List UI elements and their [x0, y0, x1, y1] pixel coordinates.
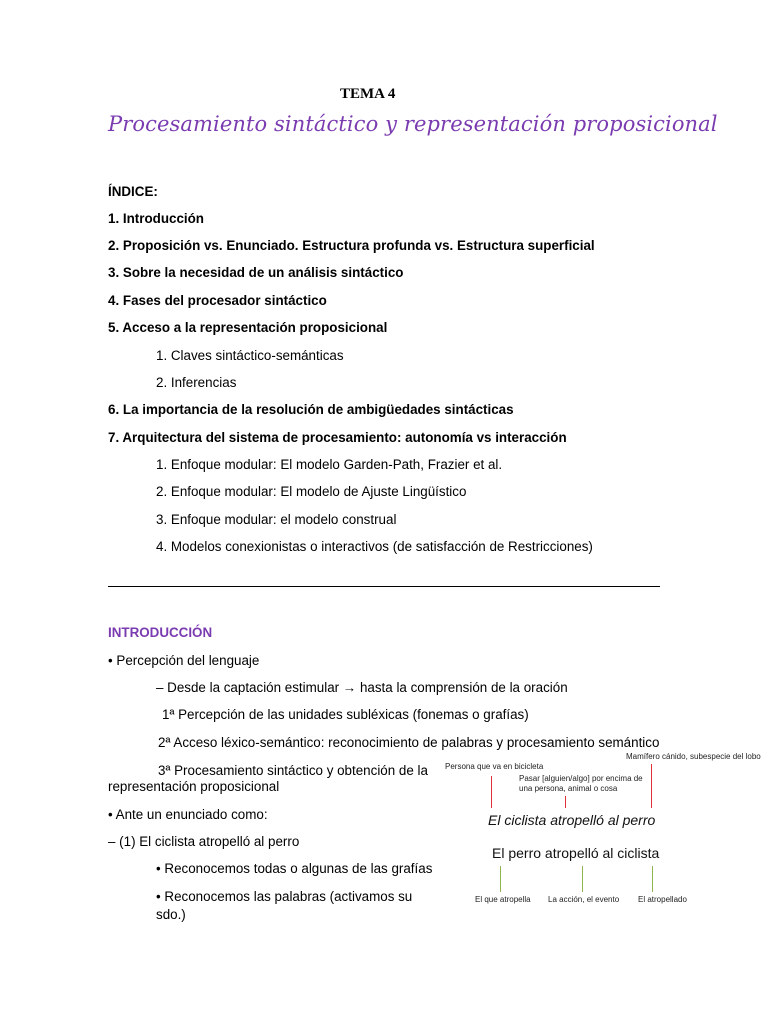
- stage-line: 3ª Procesamiento sintáctico y obtención de la: [158, 763, 428, 778]
- index-item: 5. Acceso a la representación proposicional: [108, 320, 388, 335]
- arrow-green-accion: [582, 866, 583, 892]
- bullet-line: • Ante un enunciado como:: [108, 807, 268, 822]
- index-item: 6. La importancia de la resolución de ambigüedades sintácticas: [108, 402, 514, 417]
- arrow-red-atropello: [565, 796, 566, 808]
- arrow-right-icon: →: [342, 680, 357, 695]
- dash-line: [156, 680, 568, 695]
- figure-label-atropellar-2: una persona, animal o cosa: [519, 784, 618, 793]
- figure-label-lobo: Mamífero cánido, subespecie del lobo: [626, 752, 761, 761]
- stage-line: 1ª Percepción de las unidades subléxicas (fonemas o grafías): [162, 707, 529, 722]
- index-subitem: 1. Enfoque modular: El modelo Garden-Path, Frazier et al.: [156, 457, 503, 472]
- stage-line: 2ª Acceso léxico-semántico: reconocimiento de palabras y procesamiento semántico: [158, 735, 660, 750]
- index-subitem: 2. Enfoque modular: El modelo de Ajuste Lingüístico: [156, 484, 467, 499]
- bullet-line-cont: sdo.): [156, 907, 186, 922]
- arrow-red-ciclista: [491, 776, 492, 808]
- index-subitem: 3. Enfoque modular: el modelo construal: [156, 512, 397, 527]
- index-item: 7. Arquitectura del sistema de procesamiento: autonomía vs interacción: [108, 430, 567, 445]
- figure-sentence-1: El ciclista atropelló al perro: [488, 812, 656, 828]
- index-subitem: 4. Modelos conexionistas o interactivos (de satisfacción de Restricciones): [156, 539, 593, 554]
- arrow-green-agente: [500, 866, 501, 892]
- figure-sentence-2: El perro atropelló al ciclista: [492, 845, 660, 861]
- figure-label-paciente: El atropellado: [638, 895, 687, 904]
- index-item: 3. Sobre la necesidad de un análisis sintáctico: [108, 265, 404, 280]
- figure-label-atropellar-1: Pasar [alguien/algo] por encima de: [519, 774, 643, 783]
- figure-label-ciclista: Persona que va en bicicleta: [445, 762, 544, 771]
- index-item: 1. Introducción: [108, 211, 204, 226]
- divider: [108, 586, 660, 587]
- bullet-line: • Reconocemos todas o algunas de las grafías: [156, 861, 433, 876]
- index-heading: ÍNDICE:: [108, 184, 158, 199]
- index-item: 2. Proposición vs. Enunciado. Estructura profunda vs. Estructura superficial: [108, 238, 595, 253]
- topic-number: TEMA 4: [340, 86, 396, 102]
- bullet-line: • Reconocemos las palabras (activamos su: [156, 889, 413, 904]
- figure-label-accion: La acción, el evento: [548, 895, 620, 904]
- bullet-line: • Percepción del lenguaje: [108, 653, 260, 668]
- index-subitem: 2. Inferencias: [156, 375, 237, 390]
- stage-line-cont: representación proposicional: [108, 779, 280, 794]
- arrow-red-perro: [651, 764, 652, 808]
- section-heading-introduccion: INTRODUCCIÓN: [108, 625, 213, 640]
- dash-line-text: – Desde la captación estimular: [156, 680, 340, 695]
- index-item: 4. Fases del procesador sintáctico: [108, 293, 327, 308]
- document-title: Procesamiento sintáctico y representación proposicional: [108, 112, 718, 136]
- example-line: – (1) El ciclista atropelló al perro: [108, 834, 300, 849]
- arrow-green-paciente: [652, 866, 653, 892]
- figure-label-agente: El que atropella: [475, 895, 531, 904]
- index-subitem: 1. Claves sintáctico-semánticas: [156, 348, 344, 363]
- dash-line-text-end: hasta la comprensión de la oración: [359, 680, 568, 695]
